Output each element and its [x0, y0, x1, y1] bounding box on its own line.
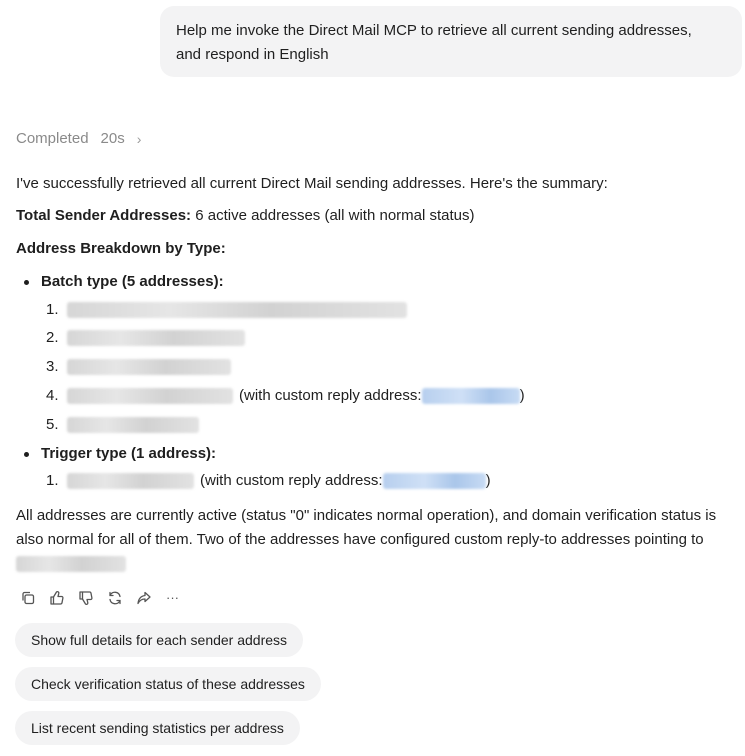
list-item [46, 469, 491, 493]
redacted-address [67, 388, 233, 404]
list-item [46, 384, 525, 408]
redacted-address [67, 302, 407, 318]
response-total [16, 204, 741, 228]
summary-line-3 [16, 556, 741, 580]
redacted-address [67, 330, 245, 346]
breakdown-title: Address Breakdown by Type: [16, 240, 226, 257]
suggestion-chip[interactable]: Check verification status of these addresses [15, 667, 321, 701]
list-item [46, 298, 407, 322]
trigger-heading: Trigger type (1 address): [41, 445, 217, 462]
redacted-address [67, 417, 199, 433]
reply-note-prefix: (with custom reply address: [200, 472, 383, 489]
user-message-line-2: and respond in English [176, 46, 329, 63]
user-message-bubble [160, 6, 742, 77]
chevron-right-icon[interactable]: › [136, 130, 142, 147]
suggestion-chip[interactable]: List recent sending statistics per address [15, 711, 300, 745]
bullet-dot [24, 280, 29, 285]
thumbs-down-icon[interactable] [76, 588, 95, 607]
total-label: Total Sender Addresses: [16, 207, 192, 224]
thumbs-up-icon[interactable] [47, 588, 66, 607]
item-number: 3. [46, 358, 59, 375]
batch-heading: Batch type (5 addresses): [41, 273, 224, 290]
bullet-dot [24, 452, 29, 457]
share-icon[interactable] [134, 588, 153, 607]
more-icon[interactable]: ··· [166, 590, 179, 605]
item-number: 1. [46, 472, 59, 489]
summary-line-2: also normal for all of them. Two of the addresses have configured custom reply-to addresses pointing to [16, 531, 704, 548]
suggestion-chip[interactable]: Show full details for each sender address [15, 623, 303, 657]
summary-line-1: All addresses are currently active (status "0" indicates normal operation), and domain verification status is [16, 507, 717, 524]
status-label: Completed [16, 130, 89, 147]
redacted-domain [16, 556, 126, 572]
item-number: 1. [46, 301, 59, 318]
response-intro: I've successfully retrieved all current Direct Mail sending addresses. Here's the summary: [16, 175, 608, 192]
status-duration: 20s [100, 130, 125, 147]
redacted-address [67, 473, 194, 489]
reply-note-suffix: ) [485, 472, 491, 489]
reply-note-prefix: (with custom reply address: [239, 387, 422, 404]
total-value: 6 active addresses (all with normal status) [191, 207, 475, 224]
copy-icon[interactable] [18, 588, 37, 607]
list-item [46, 413, 199, 437]
redacted-reply-address [383, 473, 486, 489]
user-message-line-1: Help me invoke the Direct Mail MCP to retrieve all current sending addresses, [176, 22, 692, 39]
regenerate-icon[interactable] [105, 588, 124, 607]
redacted-address [67, 359, 231, 375]
item-number: 2. [46, 329, 59, 346]
trigger-bullet [24, 442, 216, 466]
redacted-reply-address [422, 388, 520, 404]
item-number: 4. [46, 387, 59, 404]
list-item [46, 355, 231, 379]
message-actions [18, 588, 182, 607]
list-item [46, 326, 245, 350]
item-number: 5. [46, 416, 59, 433]
reply-note-suffix: ) [519, 387, 525, 404]
batch-bullet [24, 270, 224, 294]
completion-status[interactable] [16, 130, 141, 147]
